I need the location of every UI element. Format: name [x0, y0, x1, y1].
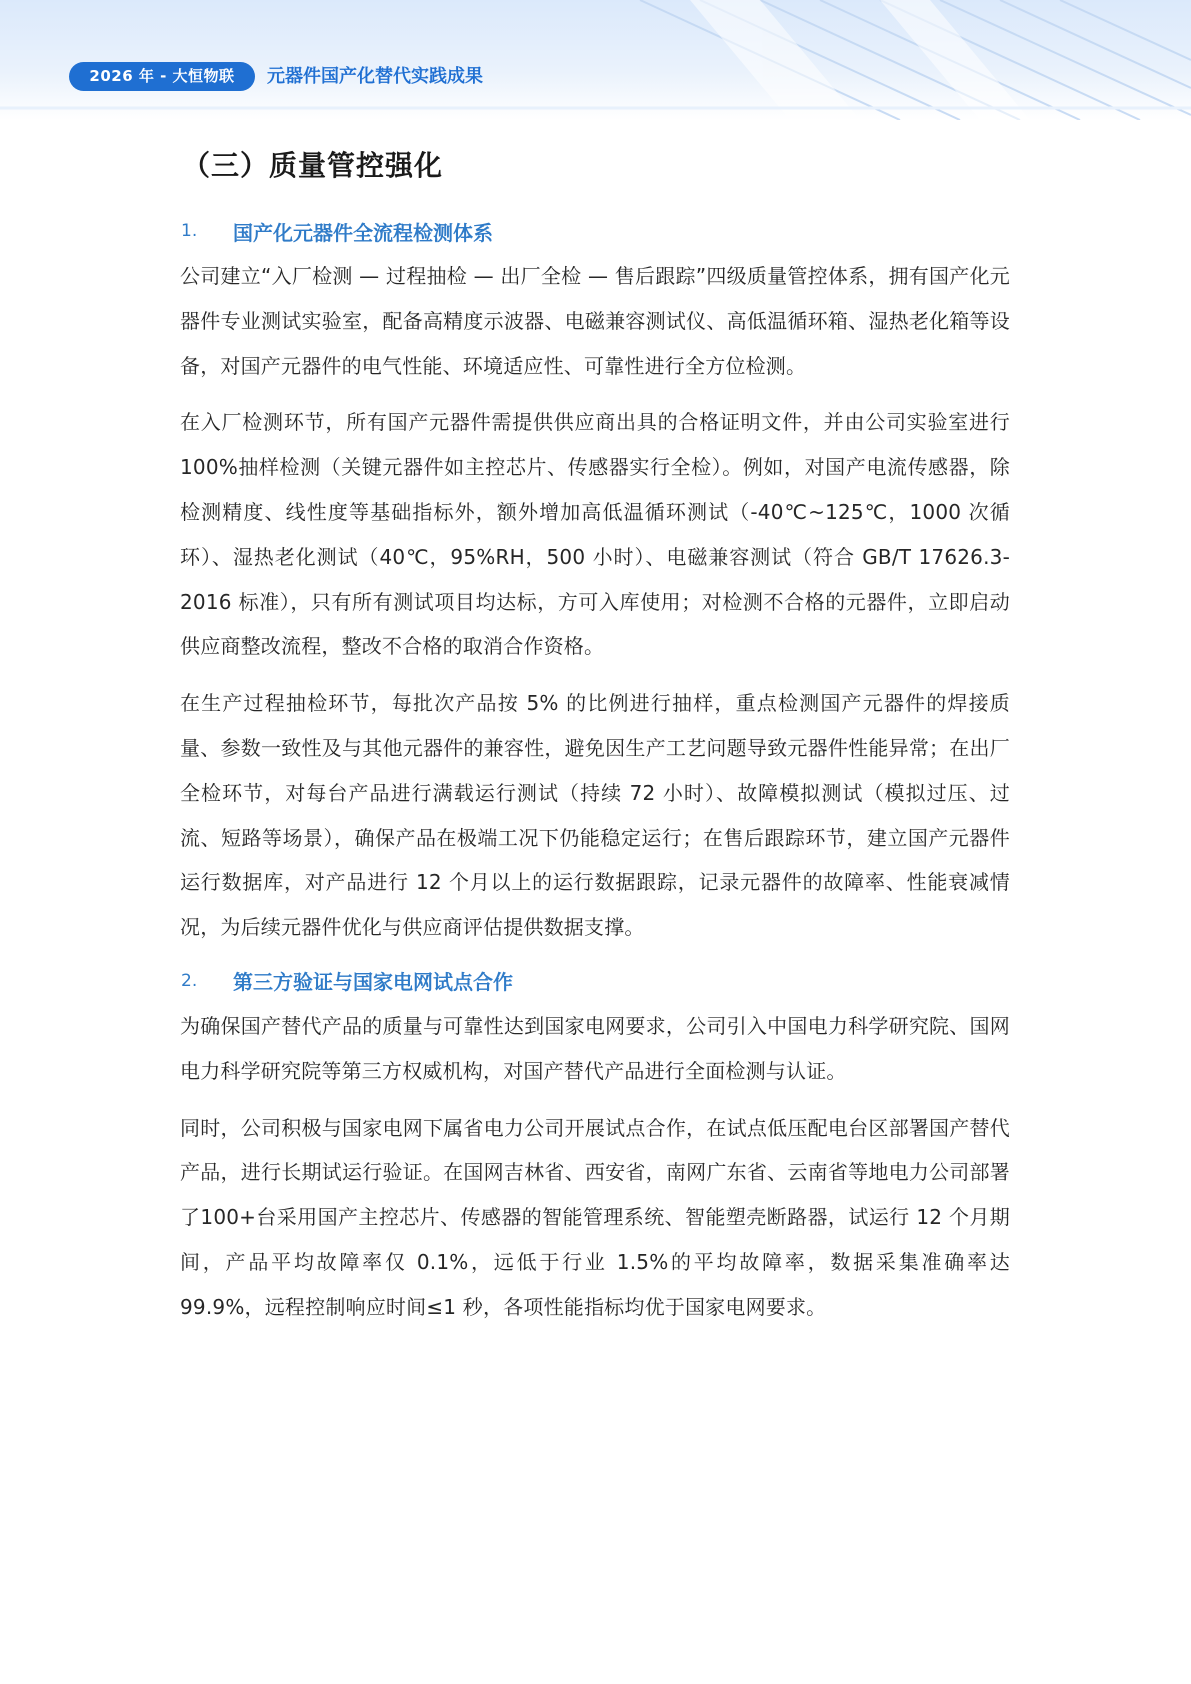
- subsection-third-party-verification: [180, 962, 1010, 1330]
- subsection-number: 2.: [181, 970, 198, 991]
- document-body: [180, 212, 1010, 1342]
- paragraph: 公司建立“入厂检测 — 过程抽检 — 出厂全检 — 售后跟踪”四级质量管控体系，拥有国产化元器件专业测试实验室，配备高精度示波器、电磁兼容测试仪、高低温循环箱、湿热老化箱等设备，对国产元器件的电气性能、环境适应性、可靠性进行全方位检测。: [180, 264, 1010, 378]
- subsection-heading: [180, 962, 1010, 1000]
- subsection-title: 国产化元器件全流程检测体系: [233, 220, 493, 245]
- section-title: （三）质量管控强化: [182, 149, 444, 182]
- header-band: [0, 0, 1191, 120]
- subsection-number: 1.: [181, 221, 198, 241]
- subsection-heading: [180, 212, 1010, 250]
- subsection-quality-testing: [180, 212, 1010, 950]
- paragraph: 为确保国产替代产品的质量与可靠性达到国家电网要求，公司引入中国电力科学研究院、国网电力科学研究院等第三方权威机构，对国产替代产品进行全面检测与认证。: [180, 1013, 1010, 1083]
- paragraph: 同时，公司积极与国家电网下属省电力公司开展试点合作，在试点低压配电台区部署国产替代产品，进行长期试运行验证。在国网吉林省、西安省，南网广东省、云南省等地电力公司部署了100+台采用国产主控芯片、传感器的智能管理系统、智能塑壳断路器，试运行 12 个月期间，产品平均故障率仅 0.1%，远低于行业 1.5%的平均故障率，数据采集准确率达 99.9%，远程控制响应时间≤1 秒，各项性能指标均优于国家电网要求。: [180, 1115, 1010, 1319]
- header-badge: 2026 年 - 大恒物联: [69, 62, 255, 91]
- header-decoration: [0, 0, 1191, 120]
- paragraph: 在生产过程抽检环节，每批次产品按 5% 的比例进行抽样，重点检测国产元器件的焊接质量、参数一致性及与其他元器件的兼容性，避免因生产工艺问题导致元器件性能异常；在出厂全检环节，对每台产品进行满载运行测试（持续 72 小时）、故障模拟测试（模拟过压、过流、短路等场景），确保产品在极端工况下仍能稳定运行；在售后跟踪环节，建立国产元器件运行数据库，对产品进行 12 个月以上的运行数据跟踪，记录元器件的故障率、性能衰减情况，为后续元器件优化与供应商评估提供数据支撑。: [180, 691, 1010, 940]
- header-subtitle: 元器件国产化替代实践成果: [267, 66, 483, 87]
- subsection-title: 第三方验证与国家电网试点合作: [233, 970, 513, 995]
- paragraph: 在入厂检测环节，所有国产元器件需提供供应商出具的合格证明文件，并由公司实验室进行100%抽样检测（关键元器件如主控芯片、传感器实行全检）。例如，对国产电流传感器，除检测精度、线性度等基础指标外，额外增加高低温循环测试（-40℃~125℃，1000 次循环）、湿热老化测试（40℃，95%RH，500 小时）、电磁兼容测试（符合 GB/T 17626.3-2016 标准），只有所有测试项目均达标，方可入库使用；对检测不合格的元器件，立即启动供应商整改流程，整改不合格的取消合作资格。: [180, 410, 1010, 659]
